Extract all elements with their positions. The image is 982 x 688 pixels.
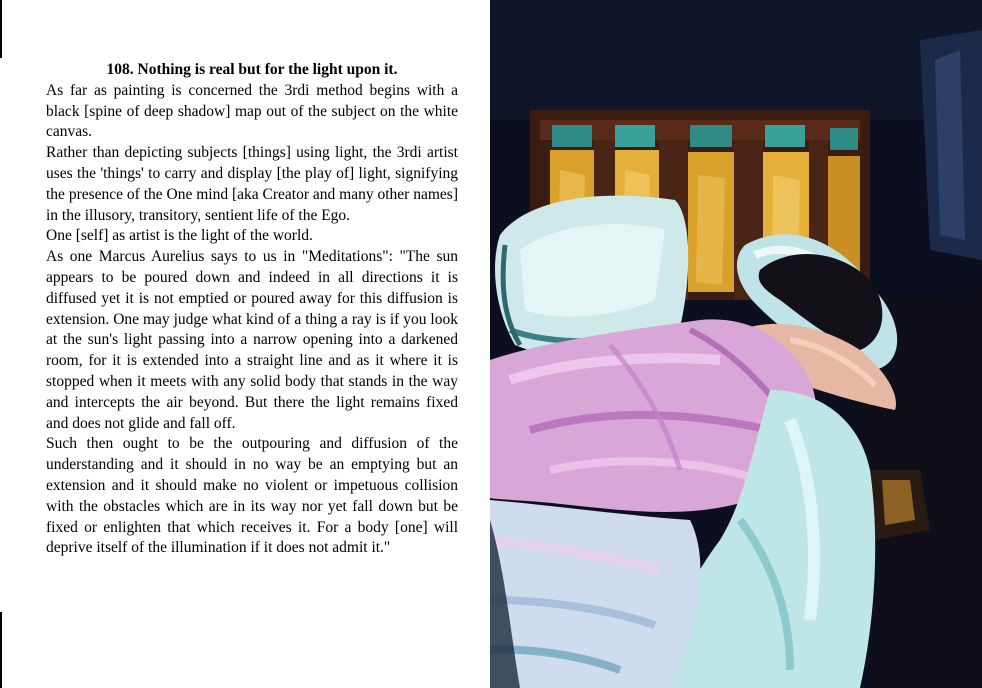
article-paragraph: Such then ought to be the outpouring and diffusion of the understanding and it should in no way be an emptying but an extension and it should make no violent or impetuous collision with the obstacles which are in its way nor yet fall down but be fixed or enlighten that which receives it. For a body [one] will deprive itself of the illumination if it does not admit it." [46, 435, 458, 557]
article-paragraph: One [self] as artist is the light of the world. [46, 227, 313, 245]
painting-illustration [490, 0, 982, 688]
painting-image [490, 0, 982, 688]
article-text-column [46, 60, 458, 559]
left-edge-rule [0, 612, 2, 688]
article-paragraph: Rather than depicting subjects [things] using light, the 3rdi artist uses the 'things' to carry and display [the play of] light, signifying the presence of the One mind [aka Creator and many other names] in the illusory, transitory, sentient life of the Ego. [46, 144, 458, 224]
article-paragraph: As one Marcus Aurelius says to us in "Meditations": "The sun appears to be poured down and indeed in all directions it is diffused yet it is not emptied or poured away for this diffusion is extension. One may judge what kind of a thing a ray is if you look at the sun's light passing into a narrow opening into a darkened room, for it is extended into a straight line and as it where it is stopped when it meets with any solid body that stands in the way and intercepts the air beyond. But there the light remains fixed and does not glide and fall off. [46, 248, 458, 432]
article-title: 108. Nothing is real but for the light upon it. [106, 61, 398, 78]
left-edge-rule [0, 0, 2, 58]
article-paragraph: As far as painting is concerned the 3rdi method begins with a black [spine of deep shadow] map out of the subject on the white canvas. [46, 81, 458, 141]
